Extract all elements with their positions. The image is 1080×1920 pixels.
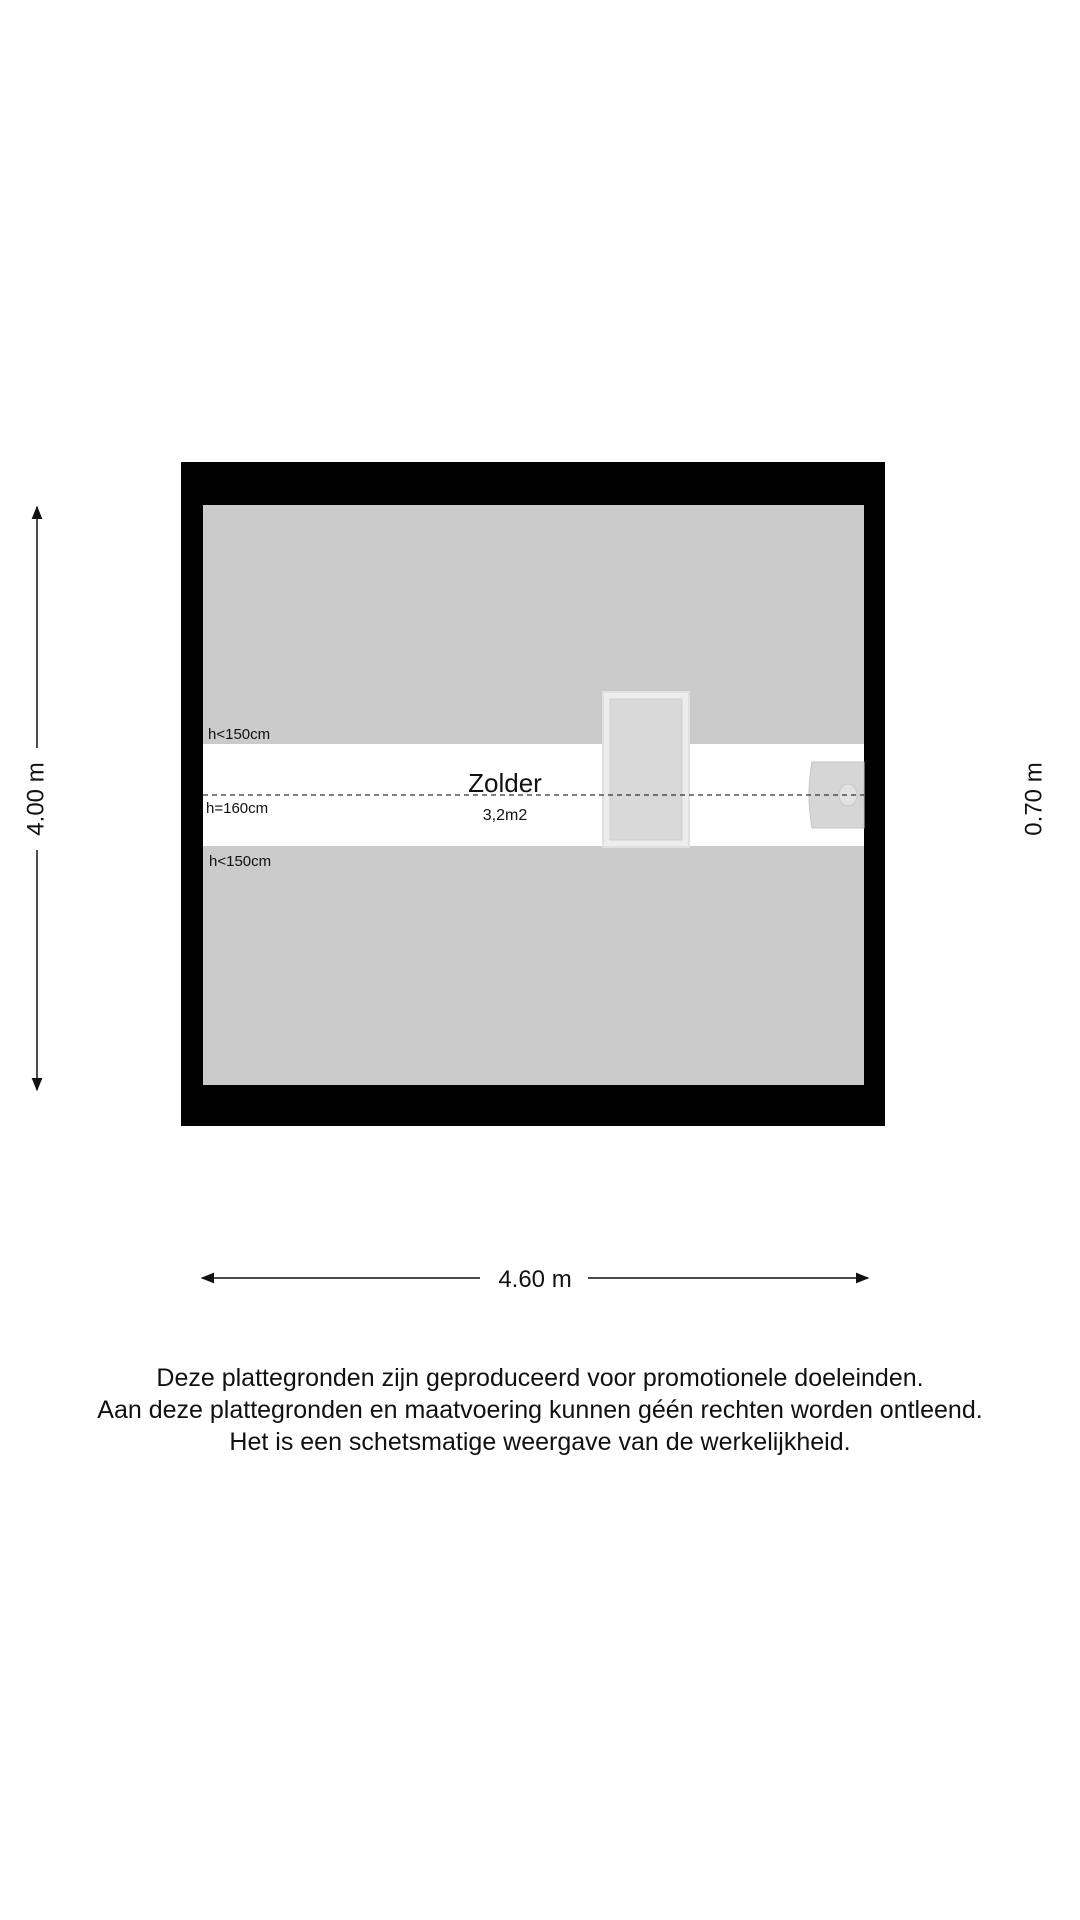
dimension-width-label: 4.60 m bbox=[498, 1266, 572, 1293]
disclaimer-line-1: Deze plattegronden zijn geproduceerd voor promotionele doeleinden. bbox=[156, 1364, 924, 1392]
roof-hatch-inner bbox=[610, 699, 682, 840]
dimension-height-label: 4.00 m bbox=[22, 762, 50, 836]
dimension-side-label: 0.70 m bbox=[1020, 762, 1048, 836]
disclaimer-line-3: Het is een schetsmatige weergave van de werkelijkheid. bbox=[229, 1428, 851, 1456]
room-area: 3,2m2 bbox=[482, 807, 528, 824]
height-label-mid: h=160cm bbox=[206, 800, 269, 817]
room-name: Zolder bbox=[468, 768, 542, 798]
height-label-top: h<150cm bbox=[208, 726, 271, 743]
disclaimer bbox=[0, 1362, 1080, 1458]
disclaimer-line-2: Aan deze plattegronden en maatvoering kunnen géén rechten worden ontleend. bbox=[97, 1396, 983, 1424]
height-label-bottom: h<150cm bbox=[209, 853, 272, 870]
